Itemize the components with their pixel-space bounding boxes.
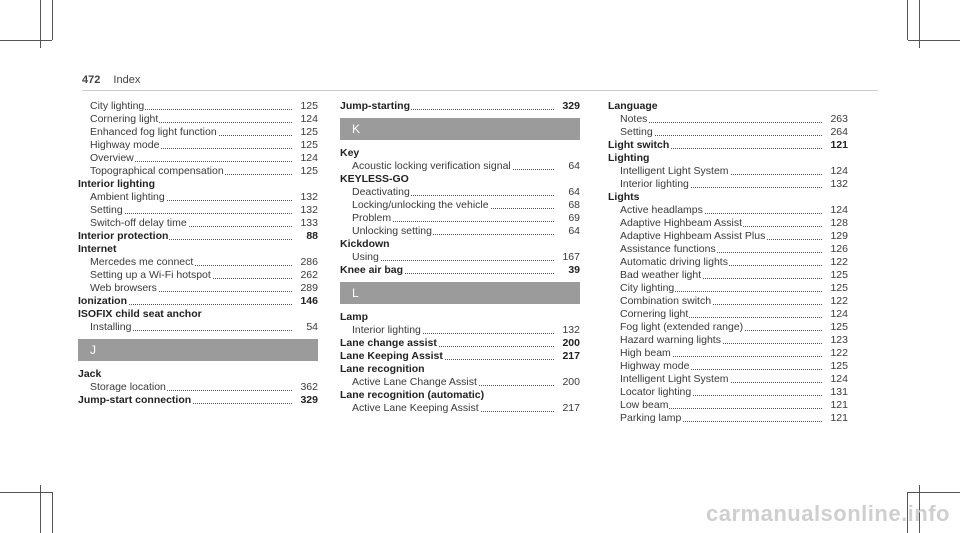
- index-entry: Setting 264: [620, 126, 848, 138]
- index-heading: Lighting: [608, 152, 650, 164]
- crop-mark: [0, 492, 52, 493]
- index-heading: Lamp: [340, 311, 369, 323]
- index-heading: Internet: [78, 243, 117, 255]
- index-entry: Ionization 146: [78, 295, 318, 307]
- index-entry: Intelligent Light System 124: [620, 373, 848, 385]
- index-entry: Hazard warning lights 123: [620, 334, 848, 346]
- index-entry: Setting 132: [90, 204, 318, 216]
- index-heading: Kickdown: [340, 238, 390, 250]
- index-entry: Automatic driving lights 122: [620, 256, 848, 268]
- section-title: Index: [113, 74, 141, 86]
- index-entry: Notes 263: [620, 113, 848, 125]
- index-entry: Light switch 121: [608, 139, 848, 151]
- index-column-2: [340, 100, 580, 415]
- index-entry: Parking lamp 121: [620, 412, 848, 424]
- index-heading: KEYLESS-GO: [340, 173, 409, 185]
- index-entry: Interior lighting 132: [352, 324, 580, 336]
- index-entry: Lane Keeping Assist 217: [340, 350, 580, 362]
- index-entry: Interior lighting 132: [620, 178, 848, 190]
- index-entry: Fog light (extended range) 125: [620, 321, 848, 333]
- index-entry: Active Lane Change Assist 200: [352, 376, 580, 388]
- index-entry: Problem 69: [352, 212, 580, 224]
- index-column-1: [78, 100, 318, 407]
- index-entry: Highway mode 125: [620, 360, 848, 372]
- page-number: 472: [82, 74, 101, 86]
- index-entry: Installing 54: [90, 321, 318, 333]
- index-heading: Interior lighting: [78, 178, 155, 190]
- index-entry: Mercedes me connect 286: [90, 256, 318, 268]
- letter-divider: L: [340, 282, 580, 304]
- index-entry: Switch-off delay time 133: [90, 217, 318, 229]
- index-entry: Setting up a Wi-Fi hotspot 262: [90, 269, 318, 281]
- watermark: carmanualsonline.info: [706, 501, 950, 526]
- index-heading: Lane recognition: [340, 363, 425, 375]
- letter-divider: J: [78, 339, 318, 361]
- index-heading: Lane recognition (automatic): [340, 389, 485, 401]
- index-entry: Storage location 362: [90, 381, 318, 393]
- index-entry: Active headlamps 124: [620, 204, 848, 216]
- crop-mark: [52, 0, 53, 40]
- crop-mark: [0, 40, 52, 41]
- index-heading: Language: [608, 100, 658, 112]
- index-entry: Interior protection 88: [78, 230, 318, 242]
- index-entry: Cornering light 124: [620, 308, 848, 320]
- index-heading: Key: [340, 147, 360, 159]
- index-heading: Jack: [78, 368, 102, 380]
- header-rule: [82, 90, 878, 91]
- index-entry: Web browsers 289: [90, 282, 318, 294]
- index-entry: Overview 124: [90, 152, 318, 164]
- index-entry: Acoustic locking verification signal 64: [352, 160, 580, 172]
- index-entry: Enhanced fog light function 125: [90, 126, 318, 138]
- index-entry: Active Lane Keeping Assist 217: [352, 402, 580, 414]
- crop-mark: [907, 0, 908, 40]
- letter-divider: K: [340, 118, 580, 140]
- index-entry: High beam 122: [620, 347, 848, 359]
- index-entry: Locator lighting 131: [620, 386, 848, 398]
- index-entry: Intelligent Light System 124: [620, 165, 848, 177]
- index-entry: Adaptive Highbeam Assist 128: [620, 217, 848, 229]
- index-heading: Lights: [608, 191, 640, 203]
- index-entry: Assistance functions 126: [620, 243, 848, 255]
- index-entry: Jump-starting 329: [340, 100, 580, 112]
- page-header: [82, 74, 140, 86]
- index-entry: Cornering light 124: [90, 113, 318, 125]
- index-entry: Knee air bag 39: [340, 264, 580, 276]
- crop-mark: [52, 492, 53, 533]
- index-entry: Ambient lighting 132: [90, 191, 318, 203]
- index-entry: Highway mode 125: [90, 139, 318, 151]
- index-entry: Topographical compensation 125: [90, 165, 318, 177]
- crop-mark: [908, 492, 960, 493]
- index-entry: Locking/unlocking the vehicle 68: [352, 199, 580, 211]
- index-entry: City lighting 125: [90, 100, 318, 112]
- index-column-3: [608, 100, 848, 425]
- index-entry: Jump-start connection 329: [78, 394, 318, 406]
- crop-mark: [908, 40, 960, 41]
- index-entry: Using 167: [352, 251, 580, 263]
- index-entry: Adaptive Highbeam Assist Plus 129: [620, 230, 848, 242]
- index-entry: Unlocking setting 64: [352, 225, 580, 237]
- index-entry: Combination switch 122: [620, 295, 848, 307]
- index-entry: City lighting 125: [620, 282, 848, 294]
- index-heading: ISOFIX child seat anchor: [78, 308, 202, 320]
- index-entry: Bad weather light 125: [620, 269, 848, 281]
- index-entry: Low beam 121: [620, 399, 848, 411]
- index-entry: Lane change assist 200: [340, 337, 580, 349]
- index-entry: Deactivating 64: [352, 186, 580, 198]
